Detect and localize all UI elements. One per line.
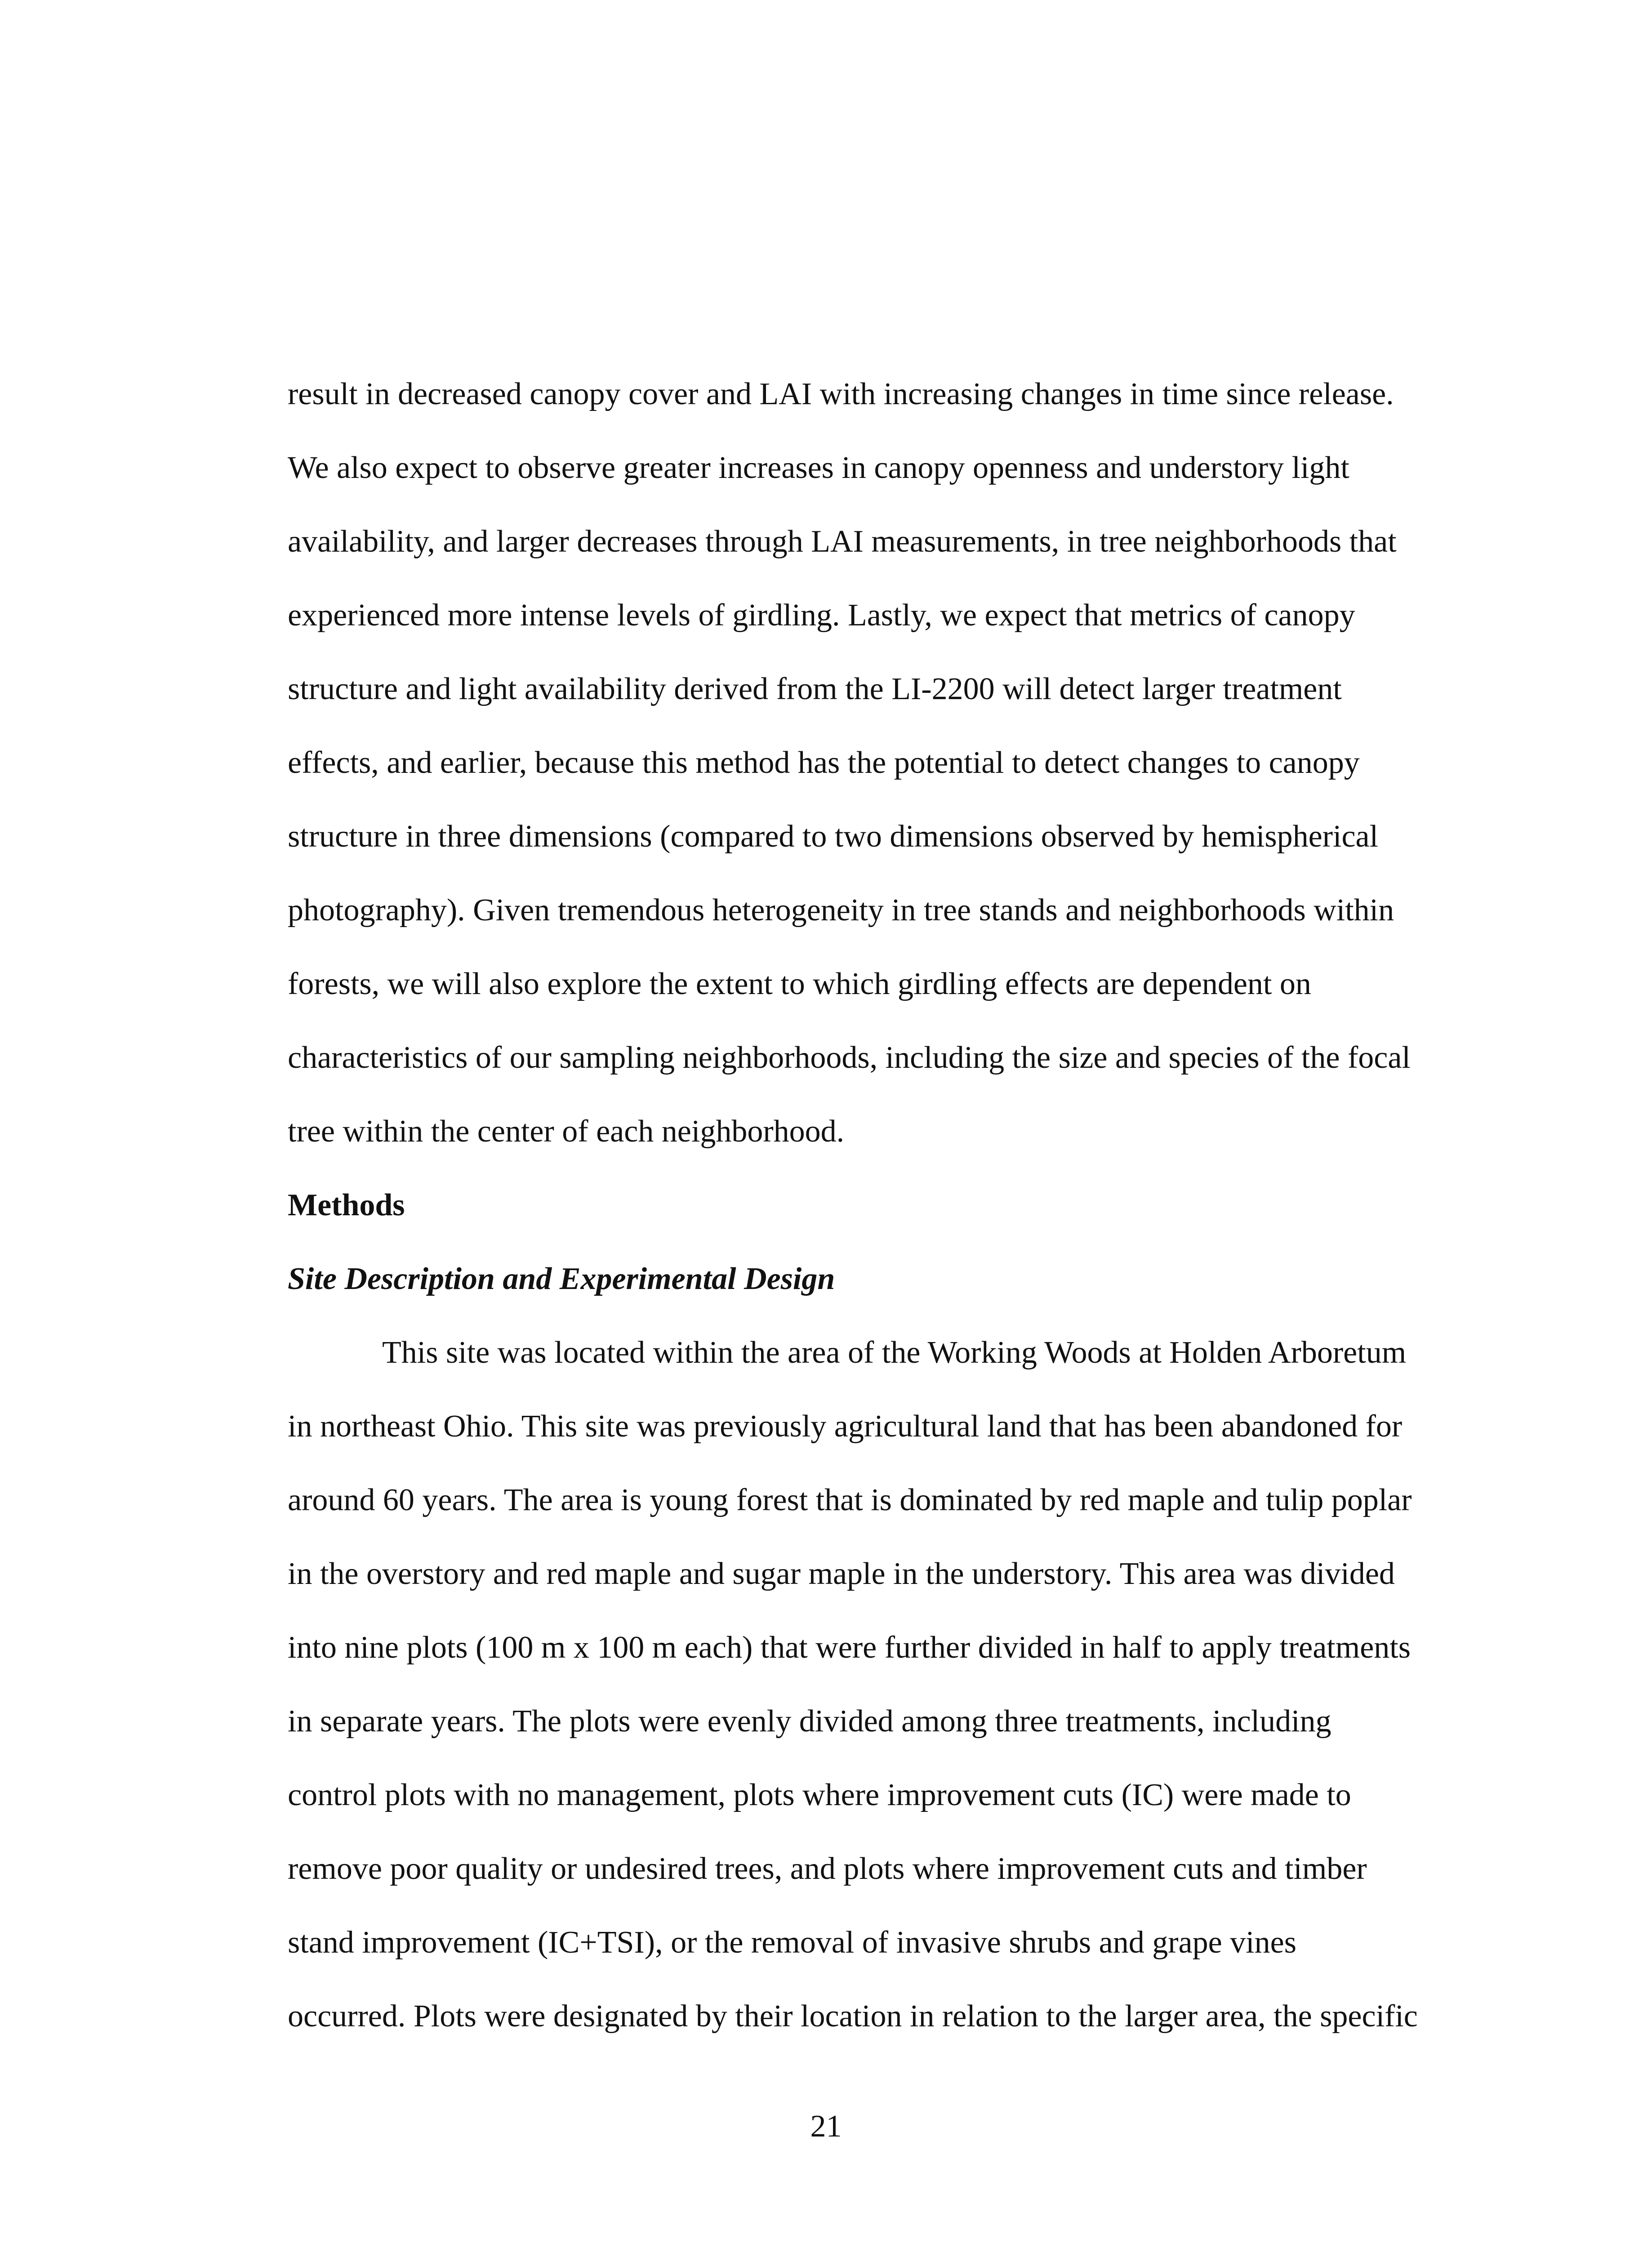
text-line: photography). Given tremendous heterogeneity in tree stands and neighborhoods within (288, 893, 1394, 928)
text-line: forests, we will also explore the extent to which girdling effects are dependent on (288, 967, 1311, 1001)
text-line: result in decreased canopy cover and LAI with increasing changes in time since release. (288, 377, 1394, 411)
text-line: in northeast Ohio. This site was previously agricultural land that has been abandoned for (288, 1409, 1403, 1444)
text-line: We also expect to observe greater increases in canopy openness and understory light (288, 450, 1349, 485)
text-line: occurred. Plots were designated by their location in relation to the larger area, the specific (288, 1999, 1418, 2034)
text-line: structure in three dimensions (compared to two dimensions observed by hemispherical (288, 819, 1379, 854)
text-line: availability, and larger decreases through LAI measurements, in tree neighborhoods that (288, 524, 1397, 559)
text-line: control plots with no management, plots where improvement cuts (IC) were made to (288, 1778, 1351, 1812)
text-line: This site was located within the area of the Working Woods at Holden Arboretum (382, 1335, 1407, 1370)
text-line: in separate years. The plots were evenly divided among three treatments, including (288, 1704, 1331, 1739)
text-line: structure and light availability derived from the LI-2200 will detect larger treatment (288, 672, 1342, 706)
page-number: 21 (810, 2109, 842, 2144)
text-line: experienced more intense levels of girdling. Lastly, we expect that metrics of canopy (288, 598, 1355, 633)
text-line: into nine plots (100 m x 100 m each) that were further divided in half to apply treatments (288, 1630, 1411, 1665)
text-line: effects, and earlier, because this method has the potential to detect changes to canopy (288, 745, 1360, 780)
text-line: around 60 years. The area is young forest that is dominated by red maple and tulip poplar (288, 1483, 1412, 1517)
text-line: in the overstory and red maple and sugar maple in the understory. This area was divided (288, 1557, 1395, 1591)
text-line: stand improvement (IC+TSI), or the removal of invasive shrubs and grape vines (288, 1925, 1296, 1960)
section-heading-methods: Methods (288, 1188, 405, 1222)
body-text (288, 357, 1432, 2053)
subsection-heading-site-description: Site Description and Experimental Design (288, 1262, 835, 1296)
text-line: tree within the center of each neighborhood. (288, 1114, 845, 1149)
text-line: remove poor quality or undesired trees, and plots where improvement cuts and timber (288, 1851, 1367, 1886)
text-line: characteristics of our sampling neighborhoods, including the size and species of the focal (288, 1040, 1411, 1075)
